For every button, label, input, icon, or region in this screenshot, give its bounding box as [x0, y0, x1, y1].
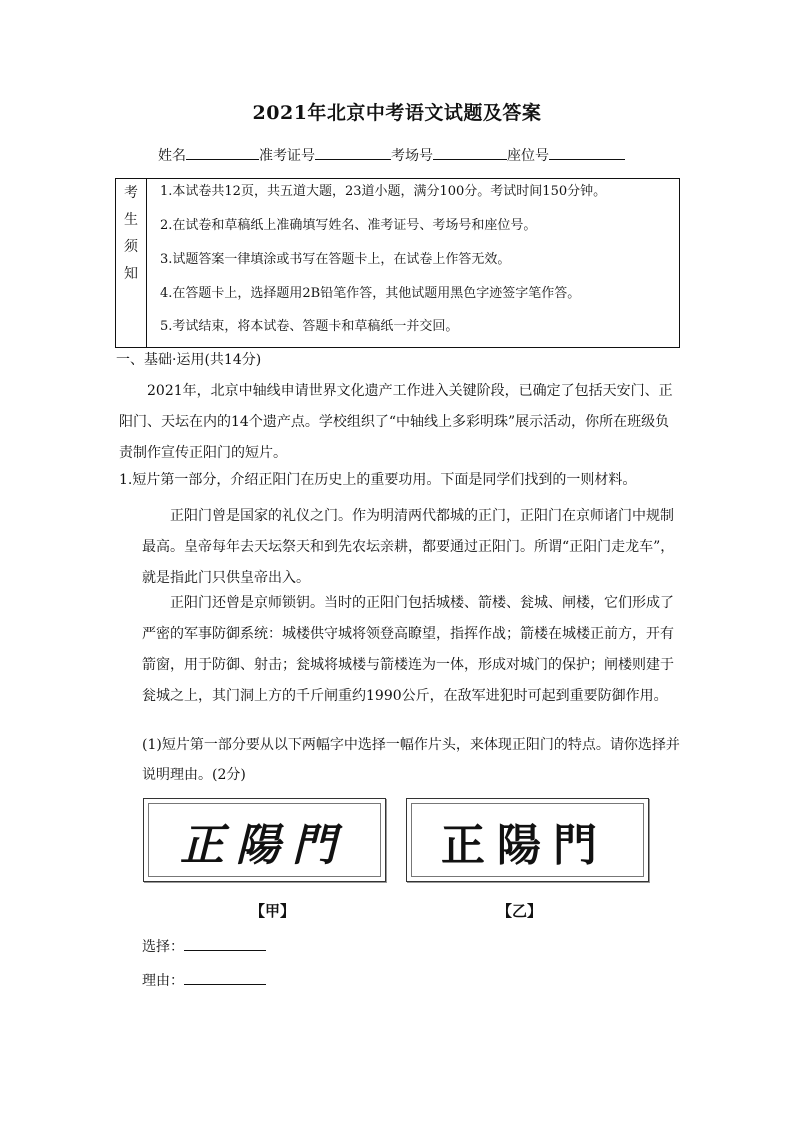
page-title: 2021年北京中考语文试题及答案 — [252, 102, 542, 124]
name-blank[interactable] — [186, 145, 259, 160]
calligraphy-label-yi: 【乙】 — [497, 902, 543, 920]
reason-blank[interactable] — [184, 970, 266, 985]
calligraphy-option-jia[interactable] — [143, 798, 386, 882]
notice-side-char: 考 — [124, 185, 138, 201]
choice-blank[interactable] — [184, 936, 266, 951]
material-paragraph-2: 正阳门还曾是京师锁钥。当时的正阳门包括城楼、箭楼、瓮城、闸楼，它们形成了严密的军事防御系统：城楼供守城将领登高瞭望，指挥作战；箭楼在城楼正前方，开有箭窗，用于防御、射击；瓮城将城楼与箭楼连为一体，形成对城门的保护；闸楼则建于瓮城之上，其门洞上方的千斤闸重约1990公斤，在敌军进犯时可起到重要防御作用。 — [142, 595, 674, 704]
question-1-1: (1)短片第一部分要从以下两幅字中选择一幅作片头，来体现正阳门的特点。请你选择并说明理由。(2分) — [142, 737, 680, 783]
notice-item: 4.在答题卡上，选择题用2B铅笔作答，其他试题用黑色字迹签字笔作答。 — [160, 286, 581, 301]
question-1: 1.短片第一部分，介绍正阳门在历史上的重要功用。下面是同学们找到的一则材料。 — [119, 472, 637, 488]
exam-number-label: 准考证号 — [259, 148, 315, 164]
notice-side-label — [116, 179, 147, 347]
calligraphy-option-yi[interactable] — [406, 798, 649, 882]
choice-answer-line — [142, 936, 266, 956]
intro-paragraph: 2021年，北京中轴线申请世界文化遗产工作进入关键阶段，已确定了包括天安门、正阳门、天坛在内的14个遗产点。学校组织了“中轴线上多彩明珠”展示活动，你所在班级负责制作宣传正阳门的短片。 — [119, 383, 673, 461]
exam-room-blank[interactable] — [433, 145, 507, 160]
candidate-info-row — [158, 145, 625, 165]
choice-label: 选择： — [142, 939, 184, 955]
notice-item: 1.本试卷共12页，共五道大题，23道小题，满分100分。考试时间150分钟。 — [160, 184, 607, 199]
notice-side-char: 知 — [124, 266, 138, 282]
notice-item: 3.试题答案一律填涂或书写在答题卡上，在试卷上作答无效。 — [160, 252, 511, 267]
section-heading: 一、基础·运用(共14分) — [116, 352, 262, 368]
notice-side-char: 生 — [124, 212, 138, 228]
notice-box — [115, 178, 680, 348]
calligraphy-text: 正陽門 — [180, 820, 348, 871]
reason-answer-line — [142, 970, 266, 990]
notice-side-char: 须 — [124, 239, 138, 255]
seat-number-blank[interactable] — [549, 145, 625, 160]
exam-number-blank[interactable] — [315, 145, 391, 160]
notice-item: 5.考试结束，将本试卷、答题卡和草稿纸一并交回。 — [160, 319, 459, 334]
name-label: 姓名 — [158, 148, 186, 164]
calligraphy-label-jia: 【甲】 — [250, 902, 296, 920]
notice-item: 2.在试卷和草稿纸上准确填写姓名、准考证号、考场号和座位号。 — [160, 218, 537, 233]
reason-label: 理由： — [142, 973, 184, 989]
exam-room-label: 考场号 — [391, 148, 433, 164]
material-paragraph-1: 正阳门曾是国家的礼仪之门。作为明清两代都城的正门，正阳门在京师诸门中规制最高。皇帝每年去天坛祭天和到先农坛亲耕，都要通过正阳门。所谓“正阳门走龙车”，就是指此门只供皇帝出入。 — [142, 508, 675, 586]
calligraphy-text: 正陽門 — [441, 820, 609, 871]
seat-number-label: 座位号 — [507, 148, 549, 164]
